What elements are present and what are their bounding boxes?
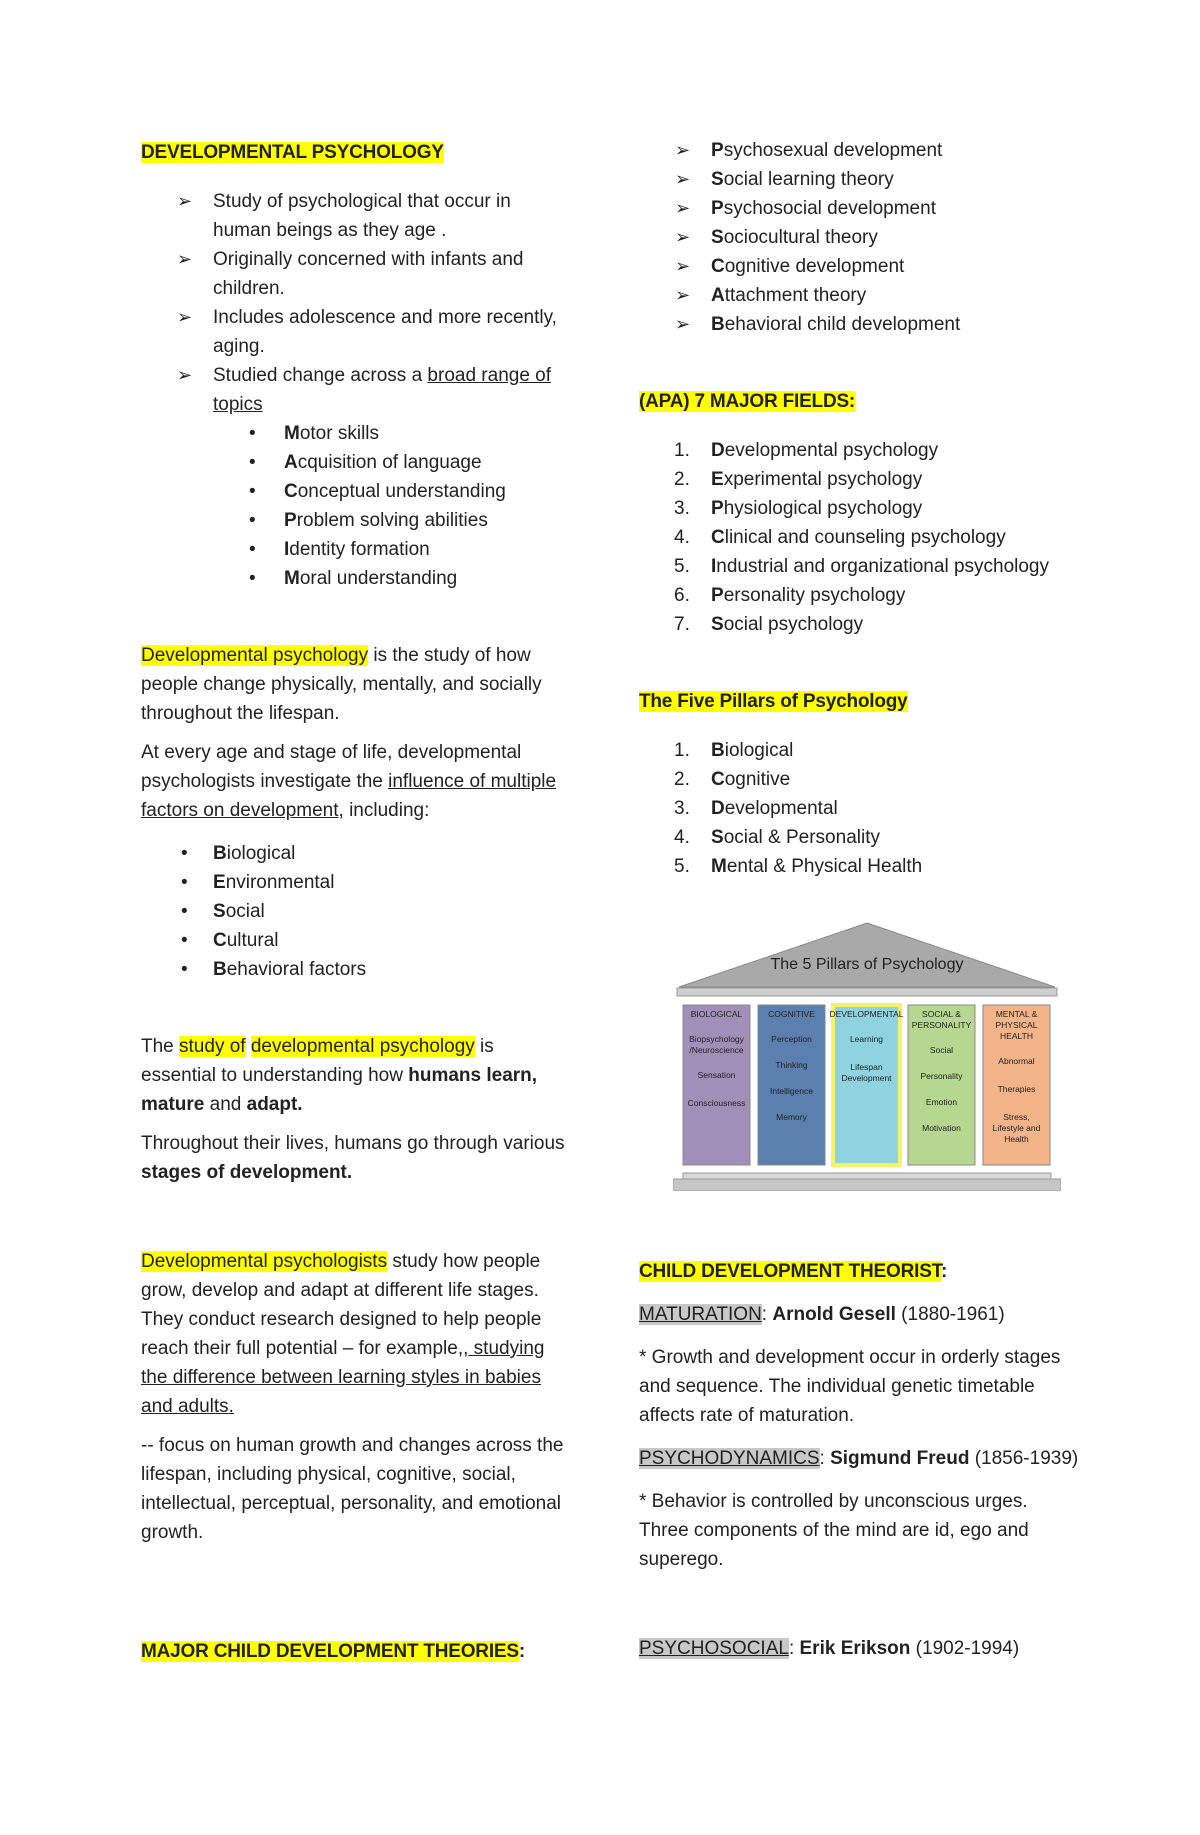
pillar-heading: DEVELOPMENTAL <box>829 1009 904 1019</box>
pillar-item: Thinking <box>775 1060 808 1070</box>
pillar-heading: PHYSICAL <box>995 1020 1038 1030</box>
list-item: 3. Developmental <box>674 798 838 819</box>
topics-link: broad range of topics <box>213 365 552 415</box>
section-heading-theories: MAJOR CHILD DEVELOPMENT THEORIES: <box>141 1641 525 1662</box>
list-item: 4. Clinical and counseling psychology <box>674 527 1006 548</box>
bullet-icon: • <box>181 872 188 893</box>
pillar-item: Health <box>1004 1134 1029 1144</box>
pillar-item: Stress, <box>1003 1112 1030 1122</box>
definition-paragraph: Developmental psychology is the study of how people change physically, mentally, and socially throughout the lifespan. <box>141 645 542 724</box>
bullet-icon: • <box>249 510 256 531</box>
left-column <box>141 138 571 1666</box>
pillar-item: Abnormal <box>998 1056 1035 1066</box>
psychodynamics-description: * Behavior is controlled by unconscious urges. Three components of the mind are id, ego and superego. <box>639 1491 1029 1570</box>
bullet-icon: • <box>249 452 256 473</box>
bullet-icon: • <box>181 843 188 864</box>
arrow-bullet-icon: ➢ <box>675 314 691 334</box>
pillar-item: /Neuroscience <box>689 1045 744 1055</box>
pillar-heading: BIOLOGICAL <box>690 1009 743 1019</box>
section-heading-pillars: The Five Pillars of Psychology <box>639 691 908 712</box>
five-pillars-figure <box>673 921 1061 1191</box>
right-column <box>639 138 1079 1663</box>
pillar-item: Intelligence <box>769 1086 814 1096</box>
bullet-icon: • <box>181 901 188 922</box>
essential-paragraph: The study of developmental psychology is essential to understanding how humans learn, mature and adapt. <box>141 1036 538 1115</box>
list-item: 2. Cognitive <box>674 769 791 790</box>
list-item: ➢ Behavioral child development <box>639 310 1079 339</box>
pillar-heading: MENTAL & <box>995 1009 1038 1019</box>
bullet-icon: • <box>249 568 256 589</box>
arrow-bullet-icon: ➢ <box>177 365 193 385</box>
section-heading-apa: (APA) 7 MAJOR FIELDS: <box>639 391 856 412</box>
topics-list <box>141 419 571 593</box>
list-item: 6. Personality psychology <box>674 585 906 606</box>
list-item: 4. Social & Personality <box>674 827 880 848</box>
figure-title: The 5 Pillars of Psychology <box>770 956 964 973</box>
theories-list <box>639 136 1079 339</box>
bullet-icon: • <box>181 930 188 951</box>
pillar-item: Lifespan <box>850 1062 883 1072</box>
pillar-item: Perception <box>771 1034 812 1044</box>
theorist-psychosocial: PSYCHOSOCIAL: Erik Erikson (1902-1994) <box>639 1638 1020 1659</box>
arrow-bullet-icon: ➢ <box>177 191 193 211</box>
list-item: ➢ Studied change across a broad range of topics <box>141 361 571 419</box>
section-heading-developmental-psychology: DEVELOPMENTAL PSYCHOLOGY <box>141 142 444 163</box>
list-item: • Biological <box>141 839 571 868</box>
list-item: • Moral understanding <box>141 564 571 593</box>
list-item: • Behavioral factors <box>141 955 571 984</box>
pillar-heading: PERSONALITY <box>911 1020 972 1030</box>
list-item: • Social <box>141 897 571 926</box>
factors-paragraph: At every age and stage of life, developmental psychologists investigate the influence of multiple factors on development, including: <box>141 742 557 821</box>
pillar-item: Emotion <box>925 1097 958 1107</box>
base-step-top <box>683 1173 1051 1179</box>
list-item: ➢ Includes adolescence and more recently, aging. <box>141 303 571 361</box>
pillar-item: Consciousness <box>687 1098 746 1108</box>
list-item: 3. Physiological psychology <box>674 498 923 519</box>
pillar-item: Therapies <box>997 1084 1036 1094</box>
list-item: • Problem solving abilities <box>141 506 571 535</box>
focus-paragraph: -- focus on human growth and changes across the lifespan, including physical, cognitive, social, intellectual, perceptual, personality, and emotional growth. <box>141 1435 564 1543</box>
pillar-item: Development <box>841 1073 892 1083</box>
pillar-column <box>833 1005 900 1165</box>
list-item: 5. Mental & Physical Health <box>674 856 923 877</box>
pillar-item: Social <box>929 1045 954 1055</box>
factors-list <box>141 839 571 984</box>
pillar-column <box>758 1005 825 1165</box>
bullet-icon: • <box>181 959 188 980</box>
arrow-bullet-icon: ➢ <box>675 140 691 160</box>
list-item: 2. Experimental psychology <box>674 469 923 490</box>
arrow-bullet-icon: ➢ <box>177 249 193 269</box>
arrow-bullet-icon: ➢ <box>675 256 691 276</box>
maturation-description: * Growth and development occur in orderly stages and sequence. The individual genetic timetable affects rate of maturation. <box>639 1347 1061 1426</box>
bullet-icon: • <box>249 481 256 502</box>
list-item: ➢ Attachment theory <box>639 281 1079 310</box>
list-item: • Conceptual understanding <box>141 477 571 506</box>
pillar-item: Motivation <box>922 1123 961 1133</box>
list-item: ➢ Sociocultural theory <box>639 223 1079 252</box>
list-item: 5. Industrial and organizational psychology <box>674 556 1049 577</box>
bullet-icon: • <box>249 423 256 444</box>
pillar-heading: SOCIAL & <box>922 1009 961 1019</box>
list-item: 1. Biological <box>674 740 794 761</box>
intro-list <box>141 187 571 419</box>
pillars-list <box>639 736 1079 881</box>
section-heading-theorist: CHILD DEVELOPMENT THEORIST: <box>639 1261 948 1282</box>
apa-fields-list <box>639 436 1079 639</box>
pillar-item: Sensation <box>697 1070 736 1080</box>
list-item: ➢ Study of psychological that occur in human beings as they age . <box>141 187 571 245</box>
arrow-bullet-icon: ➢ <box>675 227 691 247</box>
list-item: • Environmental <box>141 868 571 897</box>
list-item: • Cultural <box>141 926 571 955</box>
psychologists-paragraph: Developmental psychologists study how people grow, develop and adapt at different life stages. They conduct research designed to help people reach their full potential – for example,, studying the difference between learning styles in babies and adults. <box>141 1251 545 1417</box>
base-step-bottom <box>673 1179 1061 1191</box>
pillar-heading: COGNITIVE <box>768 1009 815 1019</box>
pillar-column <box>683 1005 750 1165</box>
pillar-item: Biopsychology <box>689 1034 744 1044</box>
arrow-bullet-icon: ➢ <box>675 285 691 305</box>
theorist-maturation: MATURATION: Arnold Gesell (1880-1961) <box>639 1304 1005 1325</box>
pillar-heading: HEALTH <box>1000 1031 1033 1041</box>
pediment-roof <box>679 923 1055 987</box>
list-item: 1. Developmental psychology <box>674 440 939 461</box>
list-item: • Acquisition of language <box>141 448 571 477</box>
list-item: ➢ Cognitive development <box>639 252 1079 281</box>
arrow-bullet-icon: ➢ <box>675 169 691 189</box>
list-item: 7. Social psychology <box>674 614 864 635</box>
list-item: ➢ Originally concerned with infants and children. <box>141 245 571 303</box>
list-item: ➢ Social learning theory <box>639 165 1079 194</box>
pillar-item: Personality <box>920 1071 963 1081</box>
list-item: ➢ Psychosexual development <box>639 136 1079 165</box>
pillar-item: Memory <box>776 1112 807 1122</box>
pillar-item: Learning <box>849 1034 884 1044</box>
bullet-icon: • <box>249 539 256 560</box>
theorist-psychodynamics: PSYCHODYNAMICS: Sigmund Freud (1856-1939) <box>639 1448 1079 1469</box>
arrow-bullet-icon: ➢ <box>675 198 691 218</box>
entablature-bar <box>677 988 1057 996</box>
list-item: ➢ Psychosocial development <box>639 194 1079 223</box>
list-item: • Motor skills <box>141 419 571 448</box>
arrow-bullet-icon: ➢ <box>177 307 193 327</box>
stages-paragraph: Throughout their lives, humans go through various stages of development. <box>141 1133 565 1183</box>
list-item: • Identity formation <box>141 535 571 564</box>
pillar-item: Lifestyle and <box>992 1123 1041 1133</box>
